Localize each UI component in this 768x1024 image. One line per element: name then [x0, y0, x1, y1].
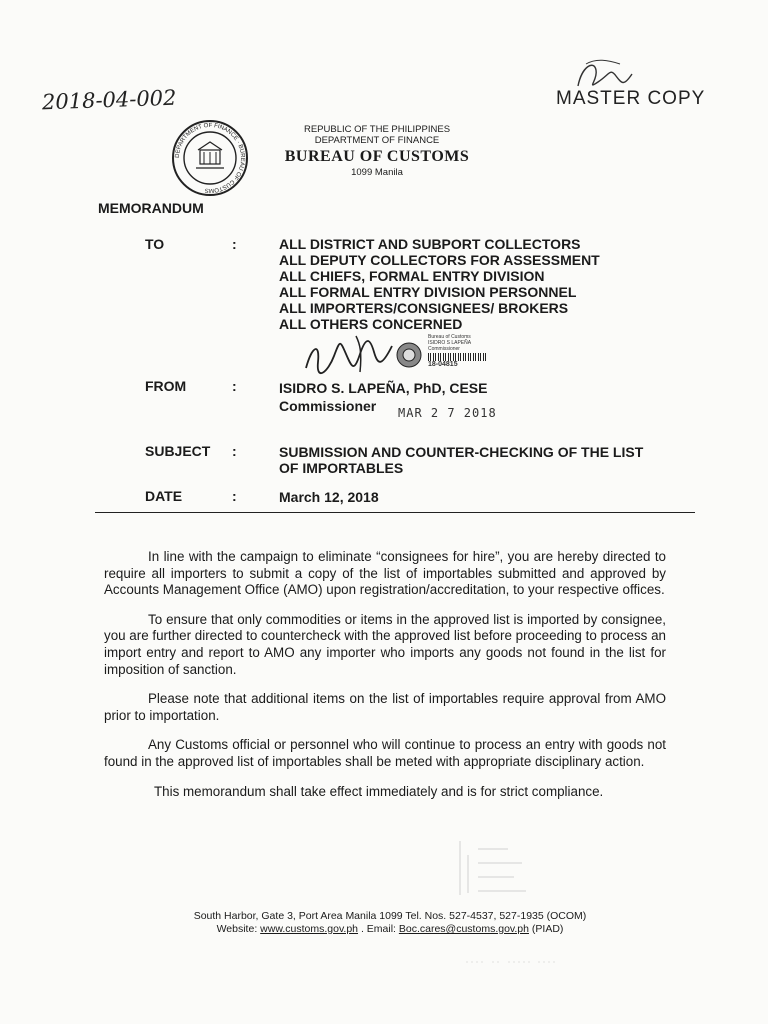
letterhead-department: DEPARTMENT OF FINANCE	[314, 135, 440, 146]
stamp-number: 18-04815	[428, 361, 458, 368]
email-link[interactable]: Boc.cares@customs.gov.ph	[398, 923, 529, 935]
seal-ring-text: DEPARTMENT OF FINANCE · BUREAU OF CUSTOMS	[174, 122, 246, 194]
recipients-block	[279, 236, 600, 332]
letterhead	[262, 124, 492, 178]
subject-value: SUBMISSION AND COUNTER-CHECKING OF THE LIST OF IMPORTABLES	[279, 444, 644, 476]
email-suffix: (PIAD)	[531, 923, 564, 935]
faint-stamp-icon	[448, 835, 608, 915]
master-copy-stamp: MASTER COPY	[556, 88, 706, 109]
website-label: Website:	[216, 923, 258, 935]
recipient-item: ALL IMPORTERS/CONSIGNEES/ BROKERS	[279, 300, 569, 316]
sender-name: ISIDRO S. LAPEÑA, PhD, CESE	[279, 380, 488, 396]
letterhead-agency: BUREAU OF CUSTOMS	[284, 148, 470, 165]
footer	[100, 910, 680, 936]
to-label: TO	[145, 236, 165, 252]
date-value: March 12, 2018	[279, 489, 379, 505]
handwritten-reference-number: 2018-04-002	[41, 85, 177, 115]
recipient-item: ALL FORMAL ENTRY DIVISION PERSONNEL	[279, 284, 577, 300]
stamp-agency: Bureau of Customs	[428, 334, 471, 340]
to-colon: :	[232, 236, 237, 252]
body-paragraph: In line with the campaign to eliminate “consignees for hire”, you are hereby directed to require all importers to submit a copy of the list of importables submitted and approved by Accounts Management Office (AMO) upon registration/accreditation, to your respective offices.	[104, 549, 666, 598]
from-colon: :	[232, 378, 237, 394]
received-date-stamp: MAR 2 7 2018	[398, 406, 497, 420]
date-label: DATE	[145, 488, 183, 504]
document-type-label: MEMORANDUM	[98, 200, 204, 216]
subject-label: SUBJECT	[145, 443, 211, 459]
signature-icon	[300, 332, 400, 378]
recipient-item: ALL OTHERS CONCERNED	[279, 316, 463, 332]
body-paragraph: Any Customs official or personnel who will continue to process an entry with goods not found in the approved list of importables shall be meted with appropriate disciplinary action.	[104, 737, 666, 769]
from-label: FROM	[145, 378, 187, 394]
body-paragraph: To ensure that only commodities or items in the approved list is imported by consignee, you are further directed to countercheck with the approved list before proceeding to process an import entry and report to AMO any importer who imports any goods not found in the list for imposition of sanction.	[104, 611, 666, 677]
recipient-item: ALL DEPUTY COLLECTORS FOR ASSESSMENT	[279, 252, 600, 268]
recipient-item: ALL CHIEFS, FORMAL ENTRY DIVISION	[279, 268, 545, 284]
letterhead-republic: REPUBLIC OF THE PHILIPPINES	[303, 124, 451, 135]
recipient-list	[279, 236, 600, 332]
letterhead-address: 1099 Manila	[351, 167, 403, 178]
stamp-seal-icon	[396, 342, 422, 368]
recipient-item: ALL DISTRICT AND SUBPORT COLLECTORS	[279, 236, 581, 252]
document-tracking-stamp	[428, 334, 488, 368]
subject-colon: :	[232, 443, 237, 459]
body-paragraph: Please note that additional items on the list of importables require approval from AMO prior to importation.	[104, 691, 666, 723]
department-of-finance-seal-icon	[170, 118, 250, 198]
stamp-title: Commissioner	[428, 346, 460, 352]
header-divider	[95, 512, 695, 513]
barcode-icon	[428, 353, 488, 361]
faint-scan-mark-icon	[462, 955, 562, 969]
email-label: . Email:	[360, 923, 396, 935]
footer-address: South Harbor, Gate 3, Port Area Manila 1099 Tel. Nos. 527-4537, 527-1935 (OCOM)	[193, 910, 587, 922]
stamp-name: ISIDRO S LAPEÑA	[428, 340, 472, 346]
body-paragraph: This memorandum shall take effect immediately and is for strict compliance.	[154, 783, 604, 799]
sender-title: Commissioner	[279, 398, 377, 414]
date-colon: :	[232, 488, 237, 504]
website-link[interactable]: www.customs.gov.ph	[260, 923, 359, 935]
footer-contacts	[100, 923, 680, 936]
memo-body	[104, 549, 666, 813]
